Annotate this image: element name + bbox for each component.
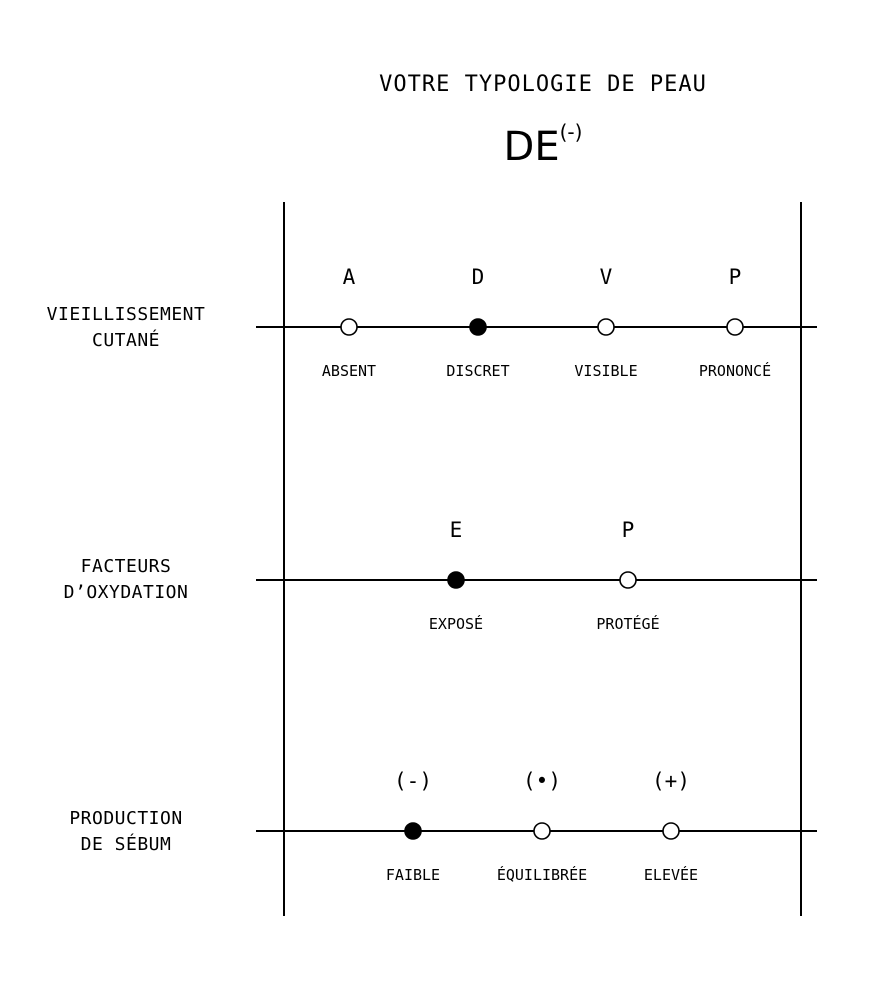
row-label-aging-line2: CUTANÉ <box>91 330 161 351</box>
option-label-sebum-3: ELEVÉE <box>643 866 699 884</box>
selected-option-marker-oxidation-1 <box>448 572 464 588</box>
option-label-oxidation-1: EXPOSÉ <box>428 615 484 633</box>
skin-type-code-main: DE <box>503 124 560 170</box>
option-marker-aging-3 <box>598 319 614 335</box>
row-label-sebum-line2: DE SÉBUM <box>80 834 172 855</box>
row-label-oxidation-line1: FACTEURS <box>80 556 172 577</box>
option-letter-oxidation-2: P <box>621 518 635 542</box>
option-label-sebum-1: FAIBLE <box>385 866 441 884</box>
option-label-aging-1: ABSENT <box>321 362 377 380</box>
diagram-title: VOTRE TYPOLOGIE DE PEAU <box>379 72 707 97</box>
row-label-aging-line1: VIEILLISSEMENT <box>46 304 206 325</box>
option-label-aging-2: DISCRET <box>446 362 510 380</box>
option-letter-oxidation-1: E <box>449 518 463 542</box>
skin-type-code-suffix: (-) <box>559 120 583 144</box>
row-label-sebum-line1: PRODUCTION <box>69 808 183 829</box>
scale-row-sebum <box>256 769 817 884</box>
scale-rows <box>256 265 817 884</box>
option-letter-aging-2: D <box>471 265 485 289</box>
selected-option-marker-aging-2 <box>470 319 486 335</box>
option-label-sebum-2: ÉQUILIBRÉE <box>496 866 588 884</box>
option-label-oxidation-2: PROTÉGÉ <box>596 615 660 633</box>
selected-option-marker-sebum-1 <box>405 823 421 839</box>
option-letter-aging-1: A <box>342 265 356 289</box>
option-marker-sebum-2 <box>534 823 550 839</box>
option-label-aging-3: VISIBLE <box>574 362 638 380</box>
option-marker-sebum-3 <box>663 823 679 839</box>
scale-row-aging <box>256 265 817 380</box>
option-letter-sebum-3: (+) <box>652 769 690 793</box>
option-letter-aging-3: V <box>599 265 613 289</box>
scale-row-oxidation <box>256 518 817 633</box>
option-marker-aging-1 <box>341 319 357 335</box>
option-marker-oxidation-2 <box>620 572 636 588</box>
row-label-oxidation-line2: D’OXYDATION <box>63 582 189 603</box>
option-label-aging-4: PRONONCÉ <box>698 362 772 380</box>
option-letter-aging-4: P <box>728 265 742 289</box>
option-letter-sebum-2: (•) <box>523 769 561 793</box>
option-marker-aging-4 <box>727 319 743 335</box>
option-letter-sebum-1: (-) <box>394 769 432 793</box>
